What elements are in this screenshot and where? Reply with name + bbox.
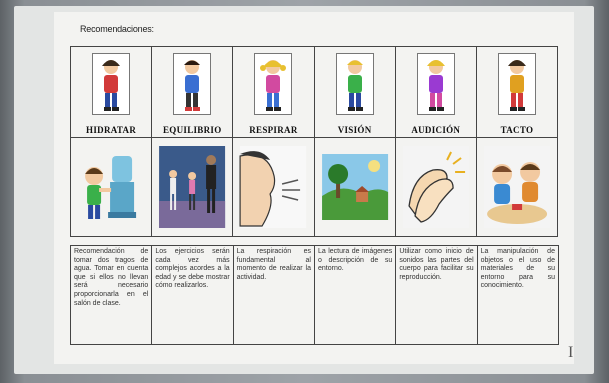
descriptions-row xyxy=(70,245,559,345)
landscape-icon xyxy=(321,146,389,228)
sense-label: AUDICIÓN xyxy=(411,125,461,135)
kid-character-icon xyxy=(417,53,455,115)
cell-image-equilibrio xyxy=(152,138,233,236)
kid-character-icon xyxy=(173,53,211,115)
description-respirar: La respiración es fundamental al momento de realizar la actividad. xyxy=(234,246,315,344)
water-cooler-icon xyxy=(77,146,145,228)
senses-table xyxy=(70,46,558,237)
breathing-face-icon xyxy=(239,146,307,228)
sense-label: TACTO xyxy=(500,125,534,135)
cell-vision xyxy=(315,47,396,137)
text-cursor-icon: I xyxy=(568,344,574,361)
description-tacto: La manipulación de objetos o el uso de materiales de su entorno para su conocimiento. xyxy=(478,246,559,344)
kid-character-icon xyxy=(92,53,130,115)
exercise-photo-icon xyxy=(158,146,226,228)
cell-image-audicion xyxy=(396,138,477,236)
description-hidratar: Recomendación de tomar dos tragos de agua. Tomar en cuenta que si ellos no llevan será necesario proporcionarla en el salón de clase. xyxy=(71,246,152,344)
description-equilibrio: Los ejercicios serán cada vez más complejos acordes a la edad y se debe mostrar cómo realizarlos. xyxy=(152,246,233,344)
cell-equilibrio xyxy=(152,47,233,137)
cell-tacto xyxy=(477,47,558,137)
sense-label: HIDRATAR xyxy=(86,125,137,135)
page-title: Recomendaciones: xyxy=(80,24,154,34)
sense-label: EQUILIBRIO xyxy=(162,125,222,135)
kid-character-icon xyxy=(336,53,374,115)
cell-hidratar xyxy=(71,47,152,137)
illustration-row xyxy=(70,137,558,237)
clapping-hands-icon xyxy=(402,146,470,228)
cell-image-tacto xyxy=(477,138,558,236)
kid-character-icon xyxy=(498,53,536,115)
cell-audicion xyxy=(396,47,477,137)
cell-image-hidratar xyxy=(71,138,152,236)
kid-character-icon xyxy=(254,53,292,115)
cell-image-respirar xyxy=(233,138,314,236)
description-vision: La lectura de imágenes o descripción de su entorno. xyxy=(315,246,396,344)
character-row xyxy=(70,46,558,137)
cell-respirar xyxy=(233,47,314,137)
sense-label: RESPIRAR xyxy=(249,125,298,135)
description-audicion: Utilizar como inicio de sonidos las partes del cuerpo para facilitar su reproducción. xyxy=(396,246,477,344)
cell-image-vision xyxy=(315,138,396,236)
children-sand-icon xyxy=(483,146,551,228)
sense-label: VISIÓN xyxy=(337,125,372,135)
